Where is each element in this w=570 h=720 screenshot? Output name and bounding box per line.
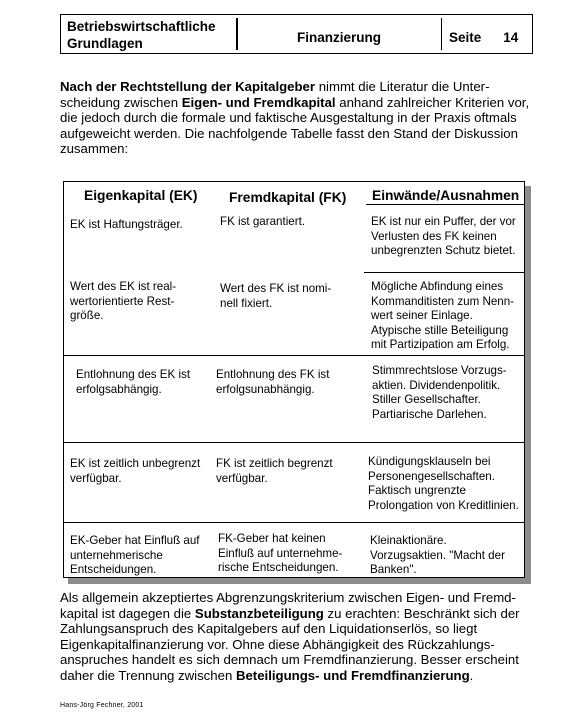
footer-author: Hans-Jörg Fechner, 2001	[60, 702, 144, 709]
table-cell: Stimmrechtslose Vorzugs- aktien. Dividendenpolitik. Stiller Gesellschafter. Partiarische Darlehen.	[372, 364, 507, 421]
table-cell: Mögliche Abfindung eines Kommanditisten zum Nenn- wert seiner Einlage. Atypische stille Beteiligung mit Partizipation am Erfolg.	[371, 280, 515, 352]
page-header	[60, 14, 533, 54]
subject-line-1: Betriebswirtschaftliche	[67, 19, 216, 34]
outro-bold-2: Beteiligungs- und Fremdfinanzierung	[235, 667, 470, 683]
table-cell: FK ist zeitlich begrenzt verfügbar.	[216, 457, 333, 485]
table-cell: Kündigungsklauseln bei Personengesellschaften. Faktisch ungrenzte Prolongation von Kreditlinien.	[368, 455, 519, 512]
table-cell: FK ist garantiert.	[220, 215, 306, 228]
closing-paragraph	[60, 590, 540, 684]
column-header-equity: Eigenkapital (EK)	[84, 188, 198, 203]
table-cell: Entlohnung des EK ist erfolgsabhängig.	[76, 368, 191, 396]
table-cell: EK ist nur ein Puffer, der vor Verlusten des FK keinen unbegrenzten Schutz bietet.	[371, 215, 516, 258]
intro-paragraph	[60, 79, 540, 157]
table-cell: EK-Geber hat Einfluß auf unternehmerische Entscheidungen.	[70, 534, 200, 577]
outro-text-2: zu erachten: Beschränkt sich der Zahlungsanspruch des Kapitalgebers auf den Liquidationserlös, so liegt Eigenkapitalfinanzierung vor. Ohne diese Abhängigkeit des Rückzahlungs- anspruches handelt es sich demnach um Fremdfinanzierung. Besser erscheint daher die Trennung zwischen	[60, 605, 520, 683]
table-cell: Kleinaktionäre. Vorzugsaktien. "Macht der Banken".	[370, 534, 505, 577]
table-cell: EK ist Haftungsträger.	[70, 218, 183, 231]
page-indicator	[442, 15, 532, 53]
intro-bold-2: Eigen- und Fremdkapital	[181, 94, 336, 110]
outro-text-1: Als allgemein akzeptiertes Abgrenzungskriterium zwischen Eigen- und Fremd- kapital ist dagegen die	[60, 590, 516, 621]
outro-bold-1: Substanzbeteiligung	[194, 605, 324, 621]
page-label: Seite	[449, 29, 482, 45]
row-divider	[64, 442, 524, 443]
comparison-table	[63, 181, 525, 578]
row-divider	[64, 355, 524, 356]
header-row-divider	[366, 204, 524, 205]
column-header-debt: Fremdkapital (FK)	[229, 190, 347, 205]
row-divider	[364, 272, 524, 273]
column-header-exceptions: Einwände/Ausnahmen	[372, 188, 520, 203]
intro-text-2: anhand zahlreicher Kriterien vor, die jedoch durch die formale und faktische Ausgestaltung in der Praxis oftmals aufgeweicht werden. Die nachfolgende Tabelle fasst den Stand der Diskussion zusammen:	[60, 94, 530, 157]
subject-line-2: Grundlagen	[67, 36, 143, 51]
page-number: 14	[503, 29, 519, 45]
intro-text-1: nimmt die Literatur die Unter- scheidung zwischen	[60, 79, 490, 110]
table-cell: Wert des FK ist nomi- nell fixiert.	[220, 282, 332, 310]
table-cell: FK-Geber hat keinen Einfluß auf unternehme- rische Entscheidungen.	[218, 532, 343, 575]
topic-title: Finanzierung	[297, 29, 381, 45]
subject-title	[61, 15, 236, 53]
table-cell: Entlohnung des FK ist erfolgsunabhängig.	[216, 368, 330, 396]
outro-text-3: .	[469, 667, 474, 683]
row-divider	[64, 522, 524, 523]
intro-bold-1: Nach der Rechtstellung der Kapitalgeber	[60, 79, 316, 94]
table-cell: EK ist zeitlich unbegrenzt verfügbar.	[70, 457, 201, 485]
table-cell: Wert des EK ist real- wertorientierte Rest- größe.	[70, 280, 177, 323]
